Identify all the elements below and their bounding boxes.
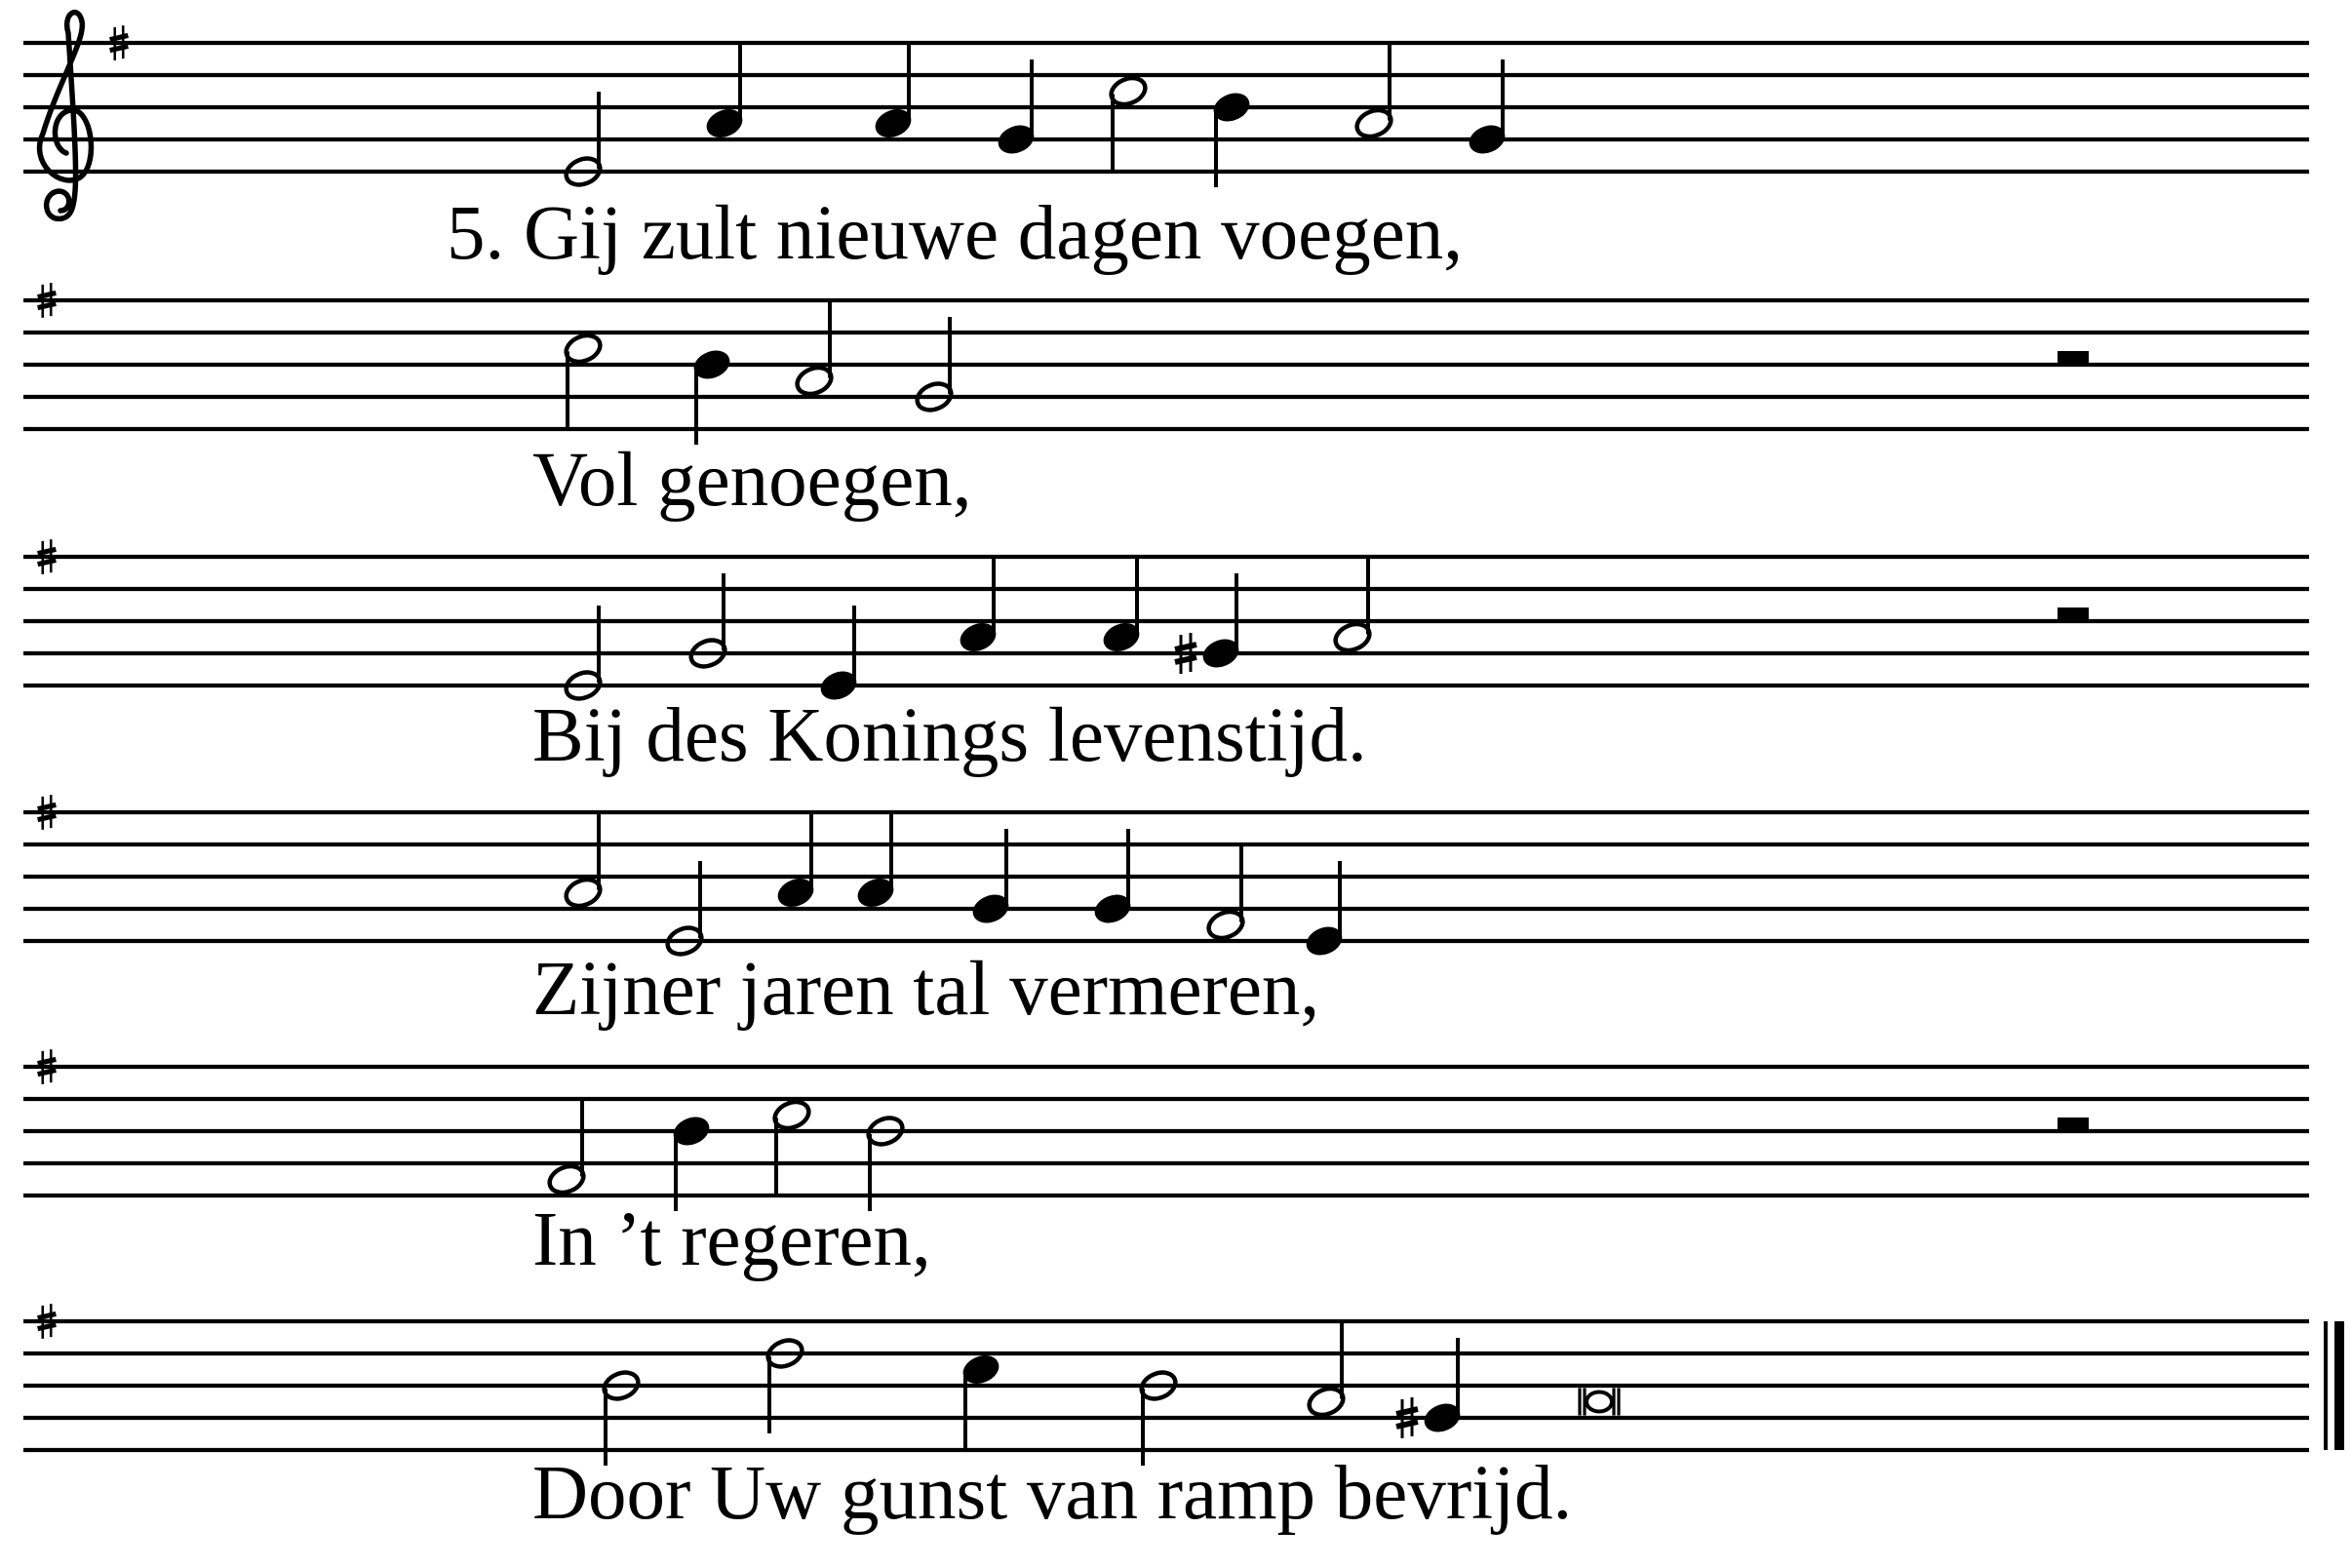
notes bbox=[563, 301, 2089, 446]
note-quarter bbox=[958, 558, 1000, 655]
note-half bbox=[563, 813, 605, 911]
note-half bbox=[771, 1097, 813, 1195]
staff-system-4 bbox=[23, 795, 2309, 1032]
half-rest-icon bbox=[2058, 1117, 2089, 1131]
note-half bbox=[794, 301, 836, 399]
note-half bbox=[563, 331, 605, 428]
notes bbox=[563, 813, 1346, 960]
notes bbox=[601, 1322, 1619, 1467]
lyric-line: Door Uw gunst van ramp bevrijd. bbox=[532, 1451, 1573, 1536]
note-half bbox=[1353, 44, 1395, 141]
lyric-line: In ’t regeren, bbox=[532, 1197, 931, 1282]
lyric-line: 5. Gij zult nieuwe dagen voegen, bbox=[447, 191, 1464, 276]
note-quarter bbox=[775, 813, 817, 911]
note-half bbox=[1205, 845, 1247, 943]
note-quarter bbox=[1101, 558, 1143, 655]
staff-system-2 bbox=[23, 283, 2309, 523]
staff-lines bbox=[23, 1049, 2309, 1196]
staff-lines bbox=[23, 283, 2309, 429]
note-breve bbox=[1580, 1389, 1619, 1416]
half-rest-icon bbox=[2058, 608, 2089, 621]
staff-system-3 bbox=[23, 539, 2309, 778]
notes bbox=[563, 44, 1509, 190]
lyric-line: Zijner jaren tal vermeren, bbox=[532, 947, 1320, 1032]
staff-system-6 bbox=[23, 1304, 2339, 1536]
note-half bbox=[1306, 1322, 1348, 1420]
note-quarter bbox=[960, 1352, 1002, 1449]
note-half bbox=[1332, 558, 1374, 655]
note-quarter bbox=[873, 44, 915, 141]
note-quarter bbox=[704, 44, 746, 141]
staff-lines bbox=[23, 795, 2309, 941]
lyric-line: Bij des Konings levenstijd. bbox=[532, 693, 1367, 778]
staff-lines bbox=[23, 539, 2309, 686]
staff-system-5 bbox=[23, 1049, 2309, 1282]
staff-lines bbox=[23, 13, 2309, 219]
half-rest-icon bbox=[2058, 351, 2089, 365]
note-quarter bbox=[855, 813, 897, 911]
notes bbox=[563, 558, 2089, 704]
staff-system-1 bbox=[23, 13, 2309, 276]
staff-lines bbox=[23, 1304, 2339, 1450]
lyric-line: Vol genoegen, bbox=[532, 438, 972, 523]
note-half bbox=[1108, 73, 1150, 171]
note-half bbox=[546, 1100, 588, 1197]
